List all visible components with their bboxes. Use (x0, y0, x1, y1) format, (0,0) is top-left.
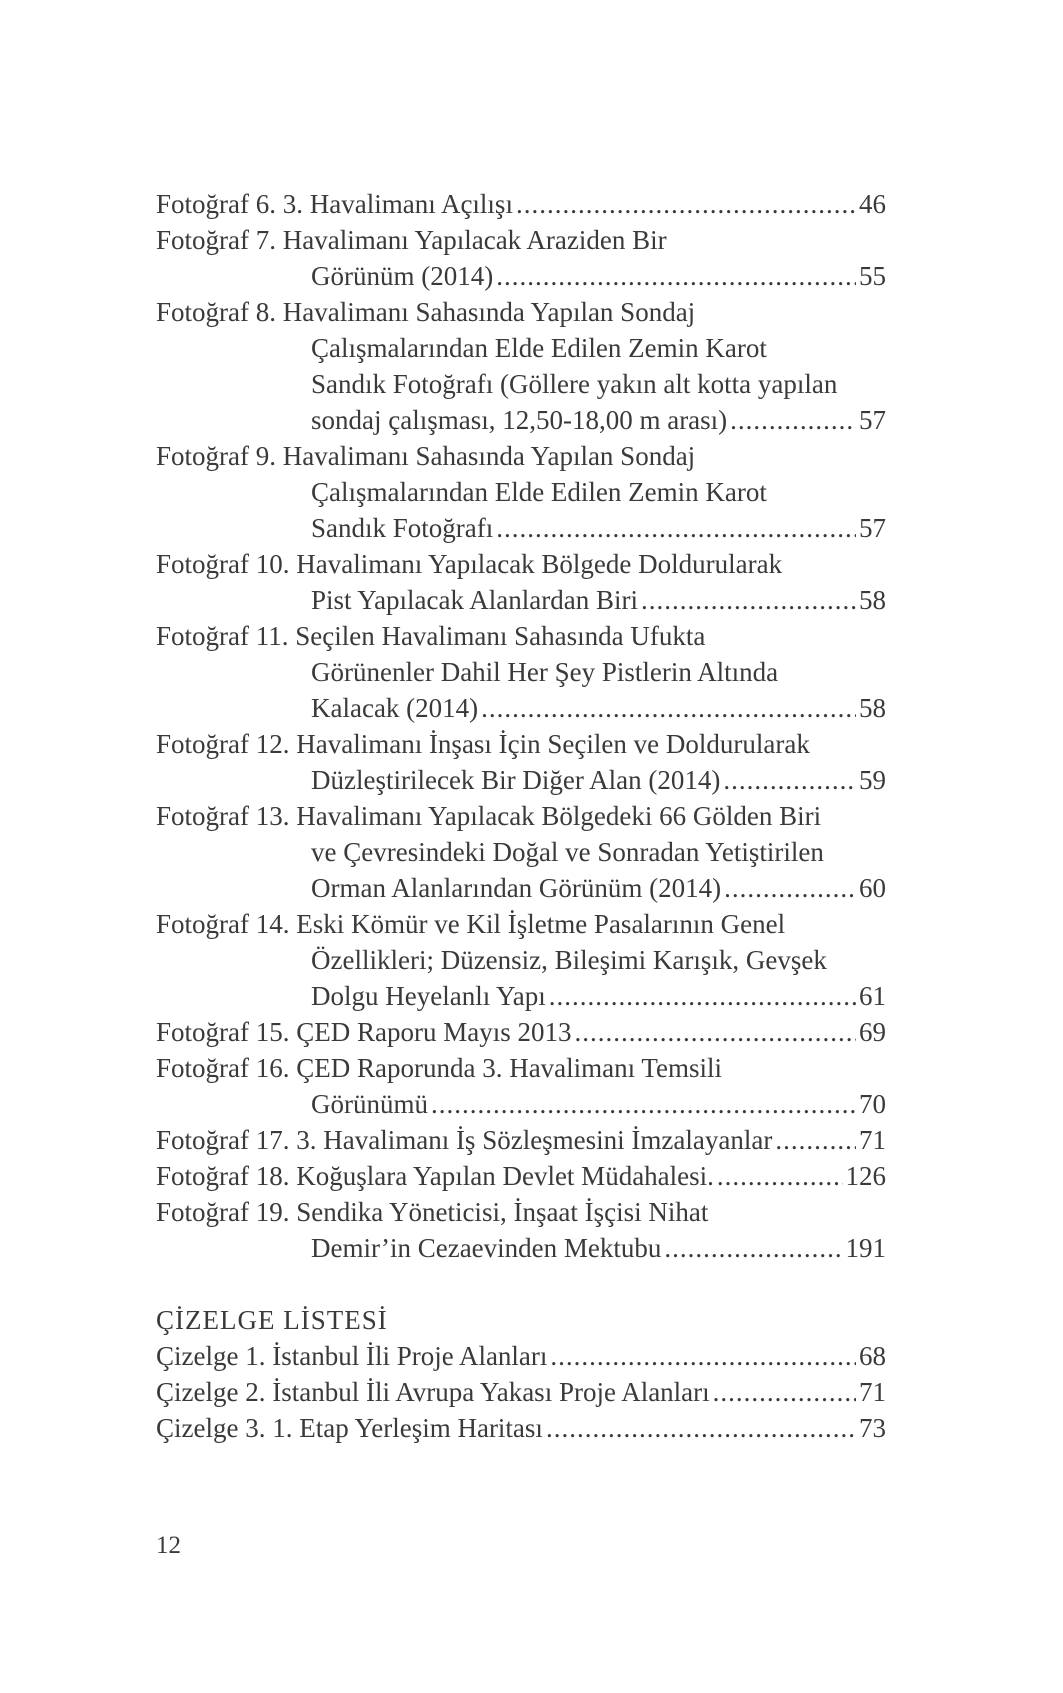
entry-page-number: 55 (859, 261, 886, 291)
entry-title: Düzleştirilecek Bir Diğer Alan (2014) (311, 765, 721, 795)
entry-title: Fotoğraf 13. Havalimanı Yapılacak Bölgedeki 66 Gölden Biri (156, 801, 822, 831)
entry-title: Fotoğraf 11. Seçilen Havalimanı Sahasında Ufukta (156, 621, 706, 651)
toc-entry-line (156, 834, 886, 870)
entry-title: sondaj çalışması, 12,50-18,00 m arası) (311, 405, 728, 435)
entry-page-number: 69 (859, 1017, 886, 1047)
dot-leader (549, 978, 856, 1014)
entry-title: Fotoğraf 15. ÇED Raporu Mayıs 2013 (156, 1017, 572, 1047)
toc-entry (156, 726, 886, 798)
photo-list (156, 186, 886, 1266)
toc-entry-line (156, 654, 886, 690)
entry-page-number: 191 (845, 1233, 886, 1263)
toc-entry-line (156, 582, 886, 618)
entry-title: Fotoğraf 16. ÇED Raporunda 3. Havalimanı Temsili (156, 1053, 723, 1083)
toc-entry-line (156, 1086, 886, 1122)
entry-title: Fotoğraf 18. Koğuşlara Yapılan Devlet Müdahalesi. (156, 1161, 714, 1191)
toc-entry (156, 1050, 886, 1122)
dot-leader (431, 1086, 856, 1122)
toc-entry (156, 1410, 886, 1446)
toc-entry-line (156, 330, 886, 366)
dot-leader (641, 582, 856, 618)
entry-title: Kalacak (2014) (311, 693, 479, 723)
toc-entry (156, 546, 886, 618)
toc-entry (156, 1158, 886, 1194)
dot-leader (516, 186, 856, 222)
toc-entry-line (156, 1194, 886, 1230)
toc-entry-line (156, 1230, 886, 1266)
entry-title: Fotoğraf 17. 3. Havalimanı İş Sözleşmesini İmzalayanlar (156, 1125, 773, 1155)
entry-page-number: 71 (859, 1125, 886, 1155)
entry-page-number: 68 (859, 1341, 886, 1371)
entry-title: Özellikleri; Düzensiz, Bileşimi Karışık, Gevşek (311, 945, 827, 975)
dot-leader (730, 402, 856, 438)
entry-title: Görünenler Dahil Her Şey Pistlerin Altında (311, 657, 779, 687)
entry-title: Fotoğraf 9. Havalimanı Sahasında Yapılan Sondaj (156, 441, 696, 471)
dot-leader (664, 1230, 842, 1266)
toc-entry-line (156, 294, 886, 330)
section-heading: ÇİZELGE LİSTESİ (156, 1305, 388, 1335)
toc-entry (156, 1014, 886, 1050)
entry-title: ve Çevresindeki Doğal ve Sonradan Yetiştirilen (311, 837, 824, 867)
toc-entry-line (156, 1410, 886, 1446)
entry-page-number: 71 (859, 1377, 886, 1407)
toc-entry-line (156, 942, 886, 978)
entry-title: Çalışmalarından Elde Edilen Zemin Karot (311, 333, 767, 363)
toc-entry-line (156, 366, 886, 402)
entry-title: Fotoğraf 10. Havalimanı Yapılacak Bölgede Doldurularak (156, 549, 783, 579)
toc-entry-line (156, 474, 886, 510)
table-of-contents (156, 186, 886, 1446)
entry-page-number: 73 (859, 1413, 886, 1443)
toc-entry-line (156, 186, 886, 222)
dot-leader (713, 1374, 856, 1410)
entry-title: Orman Alanlarından Görünüm (2014) (311, 873, 722, 903)
dot-leader (717, 1158, 843, 1194)
dot-leader (496, 510, 856, 546)
toc-entry-line (156, 690, 886, 726)
toc-entry-line (156, 798, 886, 834)
toc-entry-line (156, 978, 886, 1014)
toc-entry-line (156, 906, 886, 942)
toc-entry-line (156, 726, 886, 762)
toc-entry (156, 906, 886, 1014)
entry-title: Sandık Fotoğrafı (Göllere yakın alt kotta yapılan (311, 369, 838, 399)
toc-entry (156, 438, 886, 546)
entry-page-number: 126 (845, 1161, 886, 1191)
entry-page-number: 58 (859, 693, 886, 723)
toc-entry-line (156, 222, 886, 258)
entry-page-number: 70 (859, 1089, 886, 1119)
toc-entry-line (156, 1014, 886, 1050)
entry-title: Fotoğraf 8. Havalimanı Sahasında Yapılan Sondaj (156, 297, 696, 327)
toc-entry-line (156, 402, 886, 438)
toc-entry (156, 618, 886, 726)
toc-entry (156, 798, 886, 906)
entry-page-number: 58 (859, 585, 886, 615)
toc-entry (156, 1194, 886, 1266)
dot-leader (574, 1014, 856, 1050)
entry-title: Görünüm (2014) (311, 261, 494, 291)
toc-entry-line (156, 1050, 886, 1086)
toc-entry-line (156, 1374, 886, 1410)
toc-entry-line (156, 1122, 886, 1158)
entry-title: Fotoğraf 14. Eski Kömür ve Kil İşletme Pasalarının Genel (156, 909, 786, 939)
dot-leader (481, 690, 856, 726)
toc-entry-line (156, 546, 886, 582)
table-list (156, 1338, 886, 1446)
entry-title: Sandık Fotoğrafı (311, 513, 494, 543)
dot-leader (546, 1410, 856, 1446)
entry-title: Çalışmalarından Elde Edilen Zemin Karot (311, 477, 767, 507)
toc-entry-line (156, 510, 886, 546)
entry-title: Pist Yapılacak Alanlardan Biri (311, 585, 638, 615)
entry-page-number: 61 (859, 981, 886, 1011)
entry-title: Demir’in Cezaevinden Mektubu (311, 1233, 662, 1263)
entry-title: Çizelge 3. 1. Etap Yerleşim Haritası (156, 1413, 543, 1443)
toc-entry (156, 222, 886, 294)
entry-title: Fotoğraf 7. Havalimanı Yapılacak Araziden Bir (156, 225, 667, 255)
entry-title: Fotoğraf 6. 3. Havalimanı Açılışı (156, 189, 513, 219)
toc-entry-line (156, 618, 886, 654)
toc-entry-line (156, 870, 886, 906)
dot-leader (723, 762, 856, 798)
toc-entry-line (156, 1338, 886, 1374)
dot-leader (496, 258, 856, 294)
dot-leader (550, 1338, 856, 1374)
entry-title: Çizelge 2. İstanbul İli Avrupa Yakası Proje Alanları (156, 1377, 710, 1407)
entry-page-number: 46 (859, 189, 886, 219)
entry-title: Fotoğraf 12. Havalimanı İnşası İçin Seçilen ve Doldurularak (156, 729, 810, 759)
toc-entry (156, 1338, 886, 1374)
toc-entry-line (156, 762, 886, 798)
entry-title: Çizelge 1. İstanbul İli Proje Alanları (156, 1341, 548, 1371)
toc-entry (156, 294, 886, 438)
entry-page-number: 57 (859, 405, 886, 435)
entry-page-number: 59 (859, 765, 886, 795)
toc-entry-line (156, 258, 886, 294)
entry-page-number: 60 (859, 873, 886, 903)
toc-entry-line (156, 1158, 886, 1194)
dot-leader (775, 1122, 856, 1158)
dot-leader (724, 870, 856, 906)
toc-entry (156, 1374, 886, 1410)
toc-entry-line (156, 438, 886, 474)
entry-page-number: 57 (859, 513, 886, 543)
entry-title: Görünümü (311, 1089, 428, 1119)
page-number: 12 (156, 1532, 181, 1559)
toc-entry (156, 1122, 886, 1158)
entry-title: Fotoğraf 19. Sendika Yöneticisi, İnşaat İşçisi Nihat (156, 1197, 709, 1227)
toc-entry (156, 186, 886, 222)
entry-title: Dolgu Heyelanlı Yapı (311, 981, 546, 1011)
